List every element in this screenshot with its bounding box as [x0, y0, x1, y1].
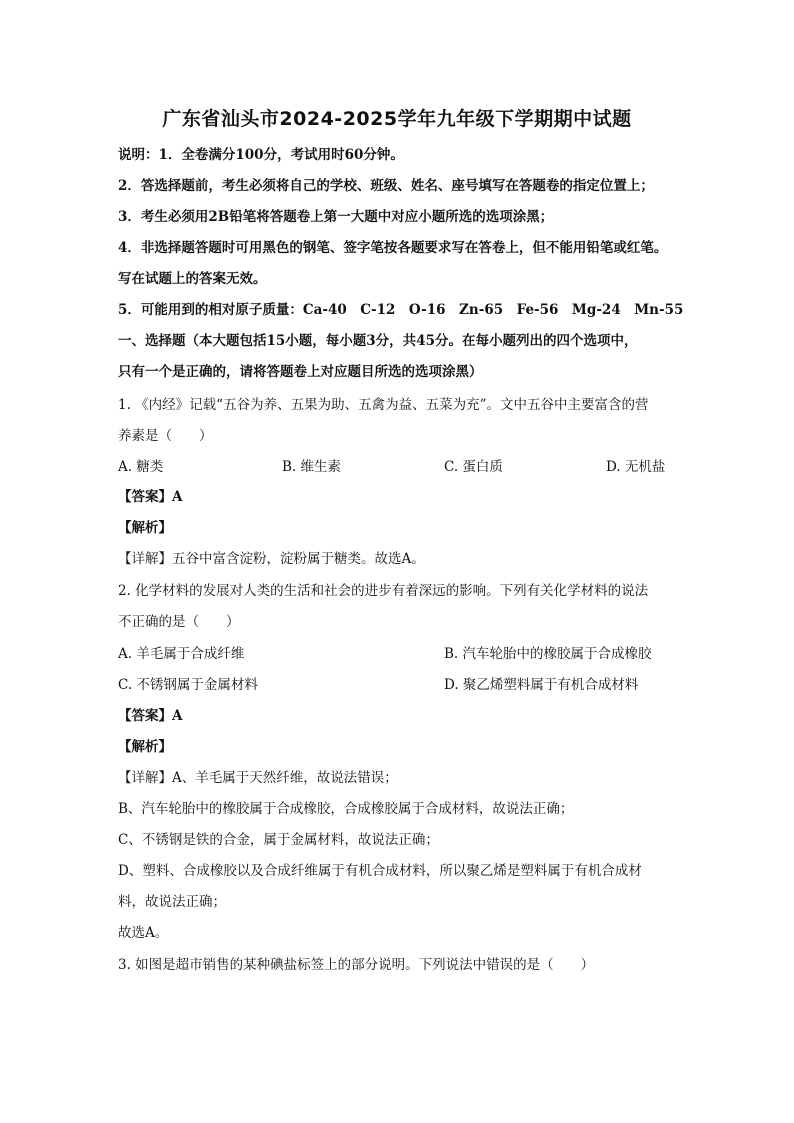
page-title: 广东省汕头市2024-2025学年九年级下学期期中试题: [162, 108, 632, 130]
q2-detail-5: 料，故说法正确；: [118, 894, 226, 910]
q2-detail-1: 【详解】A、羊毛属于天然纤维，故说法错误；: [118, 770, 398, 786]
instruction-4-cont: 写在试题上的答案无效。: [118, 271, 267, 287]
q2-analysis: 【解析】: [118, 739, 172, 755]
section-heading: 一、选择题（本大题包括15小题，每小题3分，共45分。在每小题列出的四个选项中，: [118, 333, 638, 349]
q2-stem-cont: 不正确的是（ ）: [118, 614, 240, 630]
q1-stem: 1. 《内经》记载“五谷为养、五果为助、五禽为益、五菜为充”。文中五谷中主要富含的营: [118, 397, 649, 413]
instruction-2: 2．答选择题前，考生必须将自己的学校、班级、姓名、座号填写在答题卷的指定位置上；: [118, 178, 654, 194]
q1-option-a: A. 糖类: [118, 459, 164, 475]
q2-detail-6: 故选A。: [118, 925, 169, 941]
q2-option-a: A. 羊毛属于合成纤维: [118, 646, 245, 662]
instruction-3: 3．考生必须用2B铅笔将答题卷上第一大题中对应小题所选的选项涂黑；: [118, 209, 554, 225]
instruction-4: 4．非选择题答题时可用黑色的钢笔、签字笔按各题要求写在答卷上，但不能用铅笔或红笔。: [118, 240, 668, 256]
q1-answer: 【答案】A: [118, 489, 183, 505]
q1-option-c: C. 蛋白质: [444, 459, 503, 475]
section-heading-cont: 只有一个是正确的，请将答题卷上对应题目所选的选项涂黑）: [118, 364, 483, 380]
q2-stem: 2. 化学材料的发展对人类的生活和社会的进步有着深远的影响。下列有关化学材料的说法: [118, 583, 649, 599]
instruction-5: 5．可能用到的相对原子质量：Ca-40 C-12 O-16 Zn-65 Fe-56 Mg-24 Mn-55: [118, 302, 684, 318]
q1-option-d: D. 无机盐: [606, 459, 666, 475]
q2-option-c: C. 不锈钢属于金属材料: [118, 677, 258, 693]
q2-detail-4: D、塑料、合成橡胶以及合成纤维属于有机合成材料，所以聚乙烯是塑料属于有机合成材: [118, 863, 642, 879]
q1-detail: 【详解】五谷中富含淀粉，淀粉属于糖类。故选A。: [118, 551, 425, 567]
q3-stem: 3. 如图是超市销售的某种碘盐标签上的部分说明。下列说法中错误的是（ ）: [118, 957, 595, 973]
q1-stem-cont: 养素是（ ）: [118, 428, 213, 444]
q2-detail-3: C、不锈钢是铁的合金，属于金属材料，故说法正确；: [118, 832, 439, 848]
q2-option-d: D. 聚乙烯塑料属于有机合成材料: [444, 677, 639, 693]
q2-detail-2: B、汽车轮胎中的橡胶属于合成橡胶，合成橡胶属于合成材料，故说法正确；: [118, 801, 574, 817]
q1-analysis: 【解析】: [118, 520, 172, 536]
q1-option-b: B. 维生素: [282, 459, 342, 475]
instruction-1: 说明：1．全卷满分100分，考试用时60分钟。: [118, 147, 404, 163]
q2-option-b: B. 汽车轮胎中的橡胶属于合成橡胶: [444, 646, 652, 662]
q2-answer: 【答案】A: [118, 708, 183, 724]
